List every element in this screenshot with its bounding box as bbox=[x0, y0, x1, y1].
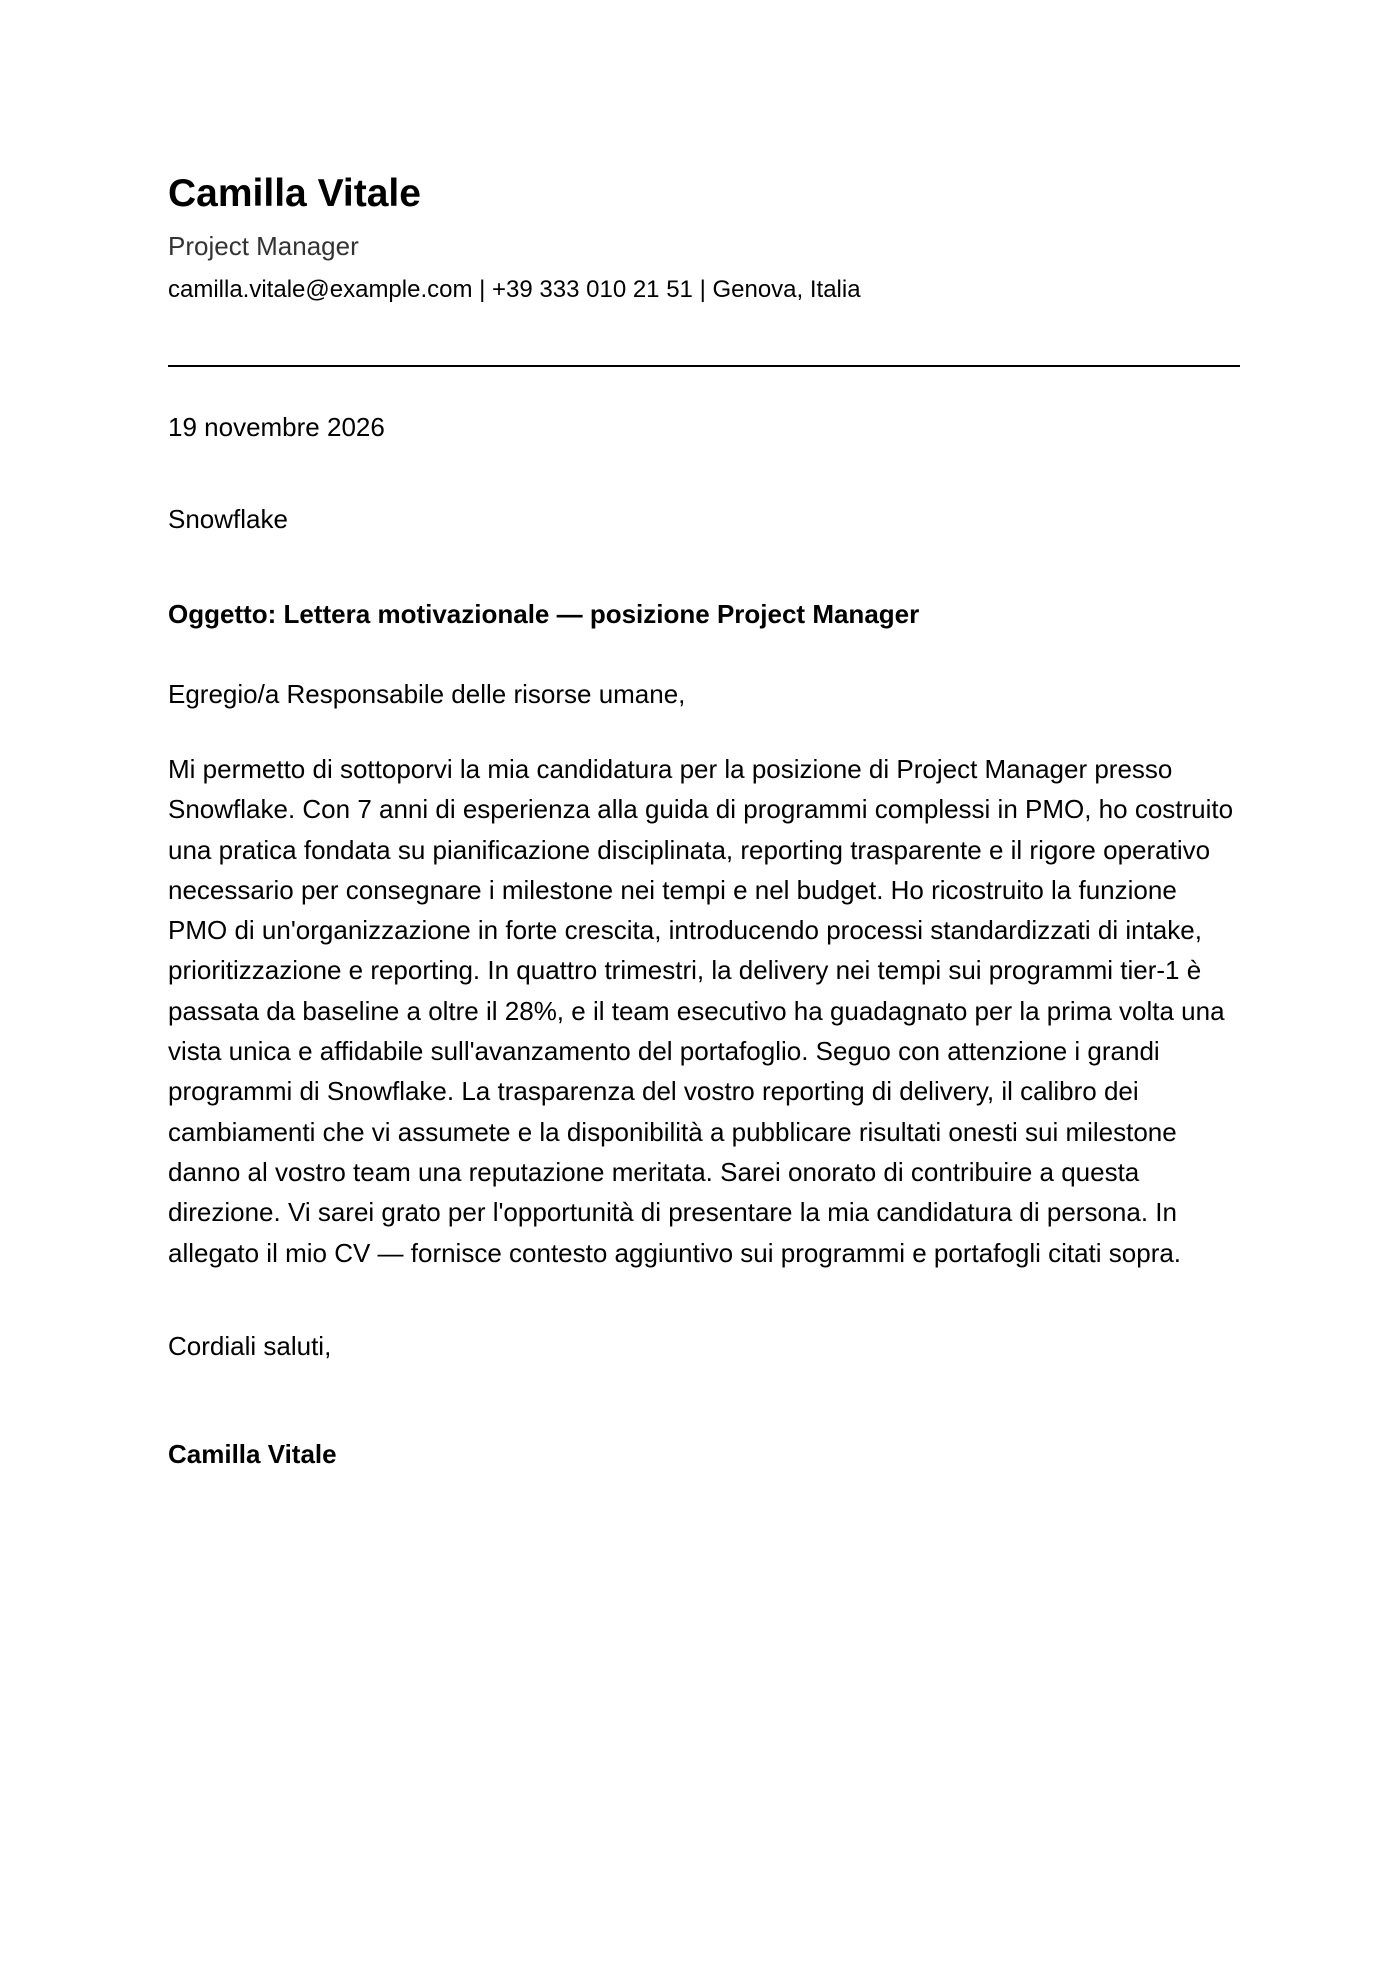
letter-body: Mi permetto di sottoporvi la mia candidatura per la posizione di Project Manager presso Snowflake. Con 7 anni di esperienza alla guida di programmi complessi in PMO, ho costruito una pratica fondata su pianificazione disciplinata, reporting trasparente e il rigore operativo necessario per consegnare i milestone nei tempi e nel budget. Ho ricostruito la funzione PMO di un'organizzazione in forte crescita, introducendo processi standardizzati di intake, prioritizzazione e reporting. In quattro trimestri, la delivery nei tempi sui programmi tier-1 è passata da baseline a oltre il 28%, e il team esecutivo ha guadagnato per la prima volta una vista unica e affidabile sull'avanzamento del portafoglio. Seguo con attenzione i grandi programmi di Snowflake. La trasparenza del vostro reporting di delivery, il calibro dei cambiamenti che vi assumete e la disponibilità a pubblicare risultati onesti sui milestone danno al vostro team una reputazione meritata. Sarei onorato di contribuire a questa direzione. Vi sarei grato per l'opportunità di presentare la mia candidatura di persona. In allegato il mio CV — fornisce contesto aggiuntivo sui programmi e portafogli citati sopra. bbox=[168, 754, 1234, 1268]
recipient-company: Snowflake bbox=[168, 504, 288, 534]
letter-closing: Cordiali saluti, bbox=[168, 1331, 332, 1361]
letter-signature: Camilla Vitale bbox=[168, 1439, 337, 1469]
sender-name: Camilla Vitale bbox=[168, 172, 421, 215]
letter-salutation: Egregio/a Responsabile delle risorse umane, bbox=[168, 679, 686, 709]
letter-date: 19 novembre 2026 bbox=[168, 412, 385, 442]
header-divider bbox=[168, 365, 1240, 367]
sender-contact-line: camilla.vitale@example.com | +39 333 010 21 51 | Genova, Italia bbox=[168, 276, 861, 303]
letter-subject: Oggetto: Lettera motivazionale — posizione Project Manager bbox=[168, 599, 920, 629]
sender-role: Project Manager bbox=[168, 231, 359, 261]
